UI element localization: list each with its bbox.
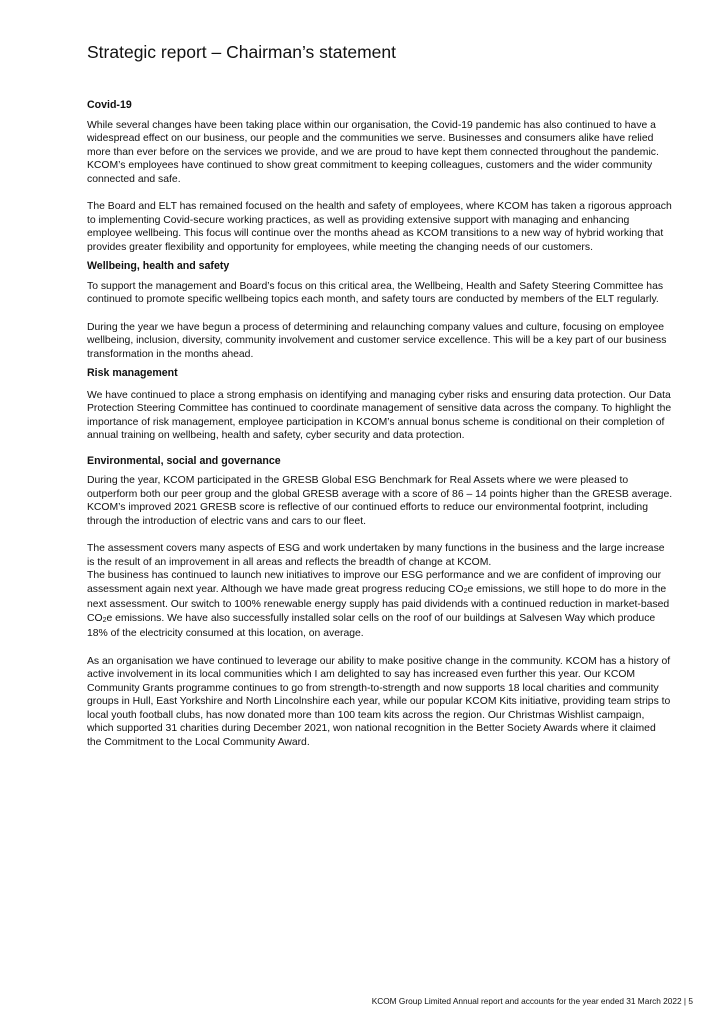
risk-paragraph-1: We have continued to place a strong emphasis on identifying and managing cyber risks and ensuring data protection. Our Data Protection Steering Committee has continued to coordinate management of sensitive data across the company. To highlight the importance of risk management, employee participation in KCOM’s annual bonus scheme is conditional on their completion of annual training on wellbeing, health and safety, cyber security and data protection. xyxy=(87,389,672,441)
wellbeing-paragraph-2: During the year we have begun a process of determining and relaunching company values and culture, focusing on employee wellbeing, inclusion, diversity, community involvement and customer service excellence. This will be a key part of our business transformation in the months ahead. xyxy=(87,321,667,360)
co2-subscript: 2 xyxy=(463,587,468,595)
covid-heading: Covid-19 xyxy=(87,99,132,111)
wellbeing-paragraph-1: To support the management and Board’s focus on this critical area, the Wellbeing, Health and Safety Steering Committee has continued to promote specific wellbeing topics each month, and safety tours are conducted by members of the ELT regularly. xyxy=(87,280,664,305)
esg-paragraph-3-part-a: The business has continued to launch new initiatives to improve our ESG performance and we are confident of improving our assessment again next year. Although we have made great progress reducing CO xyxy=(87,570,662,595)
esg-paragraph-3-part-b: e emissions, we still hope to do more in the next assessment. Our switch to 100% renewable energy supply has paid dividends with a continued reduction in market-based CO xyxy=(87,583,670,624)
esg-paragraph-3 xyxy=(87,569,673,641)
esg-paragraph-2: The assessment covers many aspects of ESG and work undertaken by many functions in the business and the large increase is the result of an improvement in all areas and reflects the breadth of change at KCOM. xyxy=(87,543,665,568)
covid-paragraph-2: The Board and ELT has remained focused on the health and safety of employees, where KCOM has taken a rigorous approach to implementing Covid-secure working practices, as well as providing extensive support with managing and enhancing employee wellbeing. This focus will continue over the months ahead as KCOM transitions to a new way of hybrid working that provides greater flexibility and opportunity for employees, while meeting the changing needs of our customers. xyxy=(87,201,672,253)
covid-paragraph-1: While several changes have been taking place within our organisation, the Covid-19 pandemic has also continued to have a widespread effect on our business, our people and the communities we serve. Businesses and consumers alike have relied more than ever before on the services we provide, and we are proud to have kept them connected throughout the pandemic. KCOM’s employees have continued to show great commitment to keeping colleagues, customers and the wider community connected and safe. xyxy=(87,119,659,185)
esg-paragraph-4: As an organisation we have continued to leverage our ability to make positive change in the community. KCOM has a history of active involvement in its local communities which I am delighted to say has increased even further this year. Our KCOM Community Grants programme continues to go from strength-to-strength and now supports 18 local charities and community groups in Hull, East Yorkshire and North Lincolnshire each year, while our popular KCOM Kits initiative, providing team strips to local youth football clubs, has now donated more than 100 team kits across the region. Our Christmas Wishlist campaign, which supported 31 charities during December 2021, won national recognition in the Better Society Awards where it claimed the Commitment to the Local Community Award. xyxy=(87,655,671,748)
co2-subscript: 2 xyxy=(102,616,107,624)
risk-heading: Risk management xyxy=(87,367,178,379)
page-title: Strategic report – Chairman’s statement xyxy=(87,42,396,62)
page-footer: KCOM Group Limited Annual report and accounts for the year ended 31 March 2022 | 5 xyxy=(371,996,693,1006)
document-body xyxy=(87,99,673,763)
wellbeing-heading: Wellbeing, health and safety xyxy=(87,260,230,272)
esg-paragraph-3-part-c: e emissions. We have also successfully installed solar cells on the roof of our buildings at Salvesen Way which produce 18% of the electricity consumed at this location, on average. xyxy=(87,612,656,639)
esg-paragraph-1: During the year, KCOM participated in the GRESB Global ESG Benchmark for Real Assets where we were pleased to outperform both our peer group and the global GRESB average with a score of 86 – 14 points higher than the GRESB average. KCOM’s improved 2021 GRESB score is reflective of our continued efforts to reduce our environmental footprint, including through the introduction of electric vans and cars to our fleet. xyxy=(87,475,673,527)
esg-heading: Environmental, social and governance xyxy=(87,454,281,467)
